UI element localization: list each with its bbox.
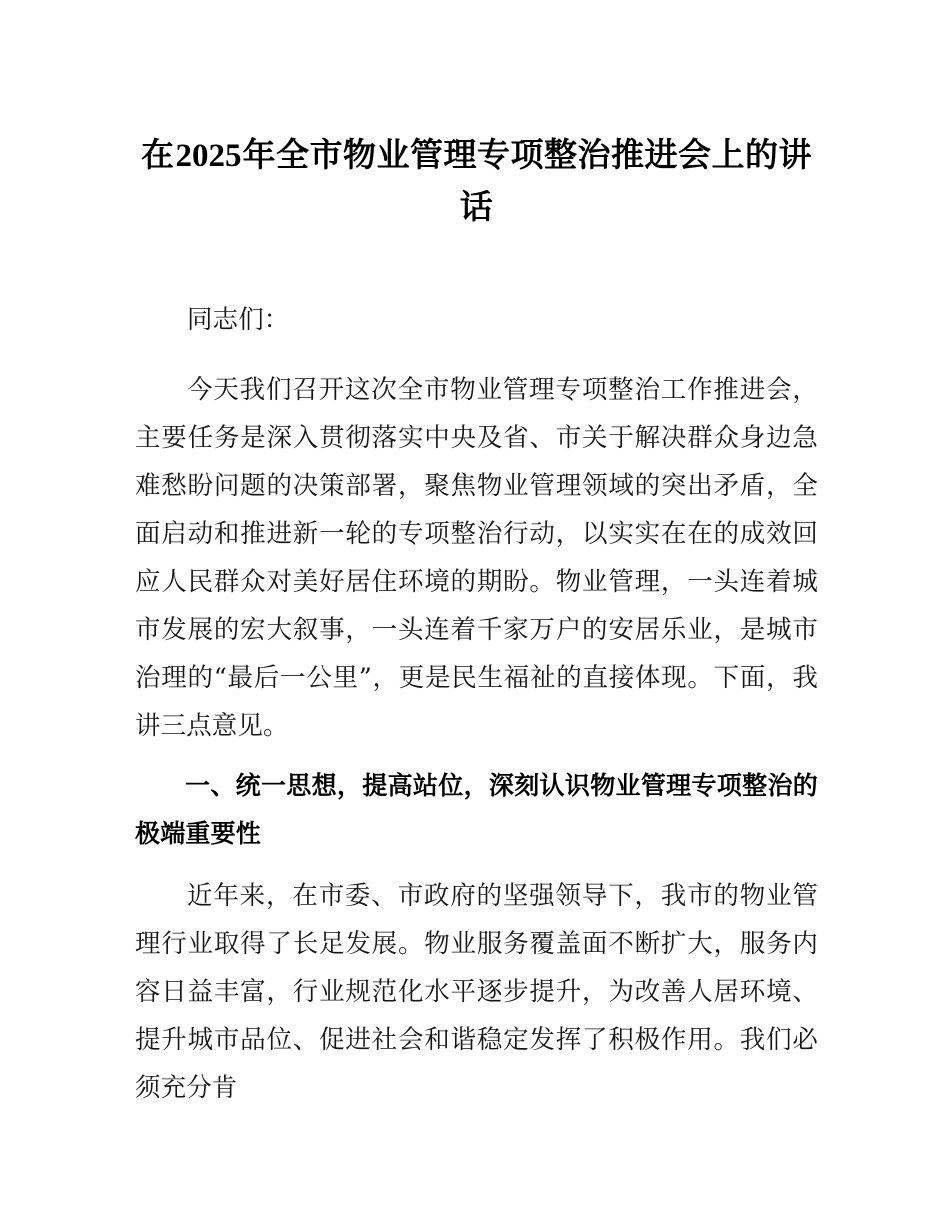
salutation: 同志们： xyxy=(187,305,290,335)
title-prefix: 在 xyxy=(141,138,175,175)
title-year: 2025 xyxy=(175,138,242,175)
section-heading-1: 一、统一思想，提高站位，深刻认识物业管理专项整治的极端重要性 xyxy=(135,771,818,848)
title-suffix: 年全市物业管理专项整治推进会上的讲话 xyxy=(242,138,812,227)
page-title xyxy=(135,130,818,234)
spacer-after-heading xyxy=(135,858,818,872)
document-body xyxy=(135,296,818,1112)
paragraph-section-1-1: 近年来，在市委、市政府的坚强领导下，我市的物业管理行业取得了长足发展。物业服务覆盖面不断扩大，服务内容日益丰富，行业规范化水平逐步提升，为改善人居环境、提升城市品位、促进社会和谐稳定发挥了积极作用。我们必须充分肯 xyxy=(135,881,818,1103)
spacer-before-heading xyxy=(135,750,818,762)
paragraph-intro: 今天我们召开这次全市物业管理专项整治工作推进会，主要任务是深入贯彻落实中央及省、市关于解决群众身边急难愁盼问题的决策部署，聚焦物业管理领域的突出矛盾，全面启动和推进新一轮的专项整治行动，以实实在在的成效回应人民群众对美好居住环境的期盼。物业管理，一头连着城市发展的宏大叙事，一头连着千家万户的安居乐业，是城市治理的“最后一公里”，更是民生福祉的直接体现。下面，我讲三点意见。 xyxy=(135,375,818,741)
